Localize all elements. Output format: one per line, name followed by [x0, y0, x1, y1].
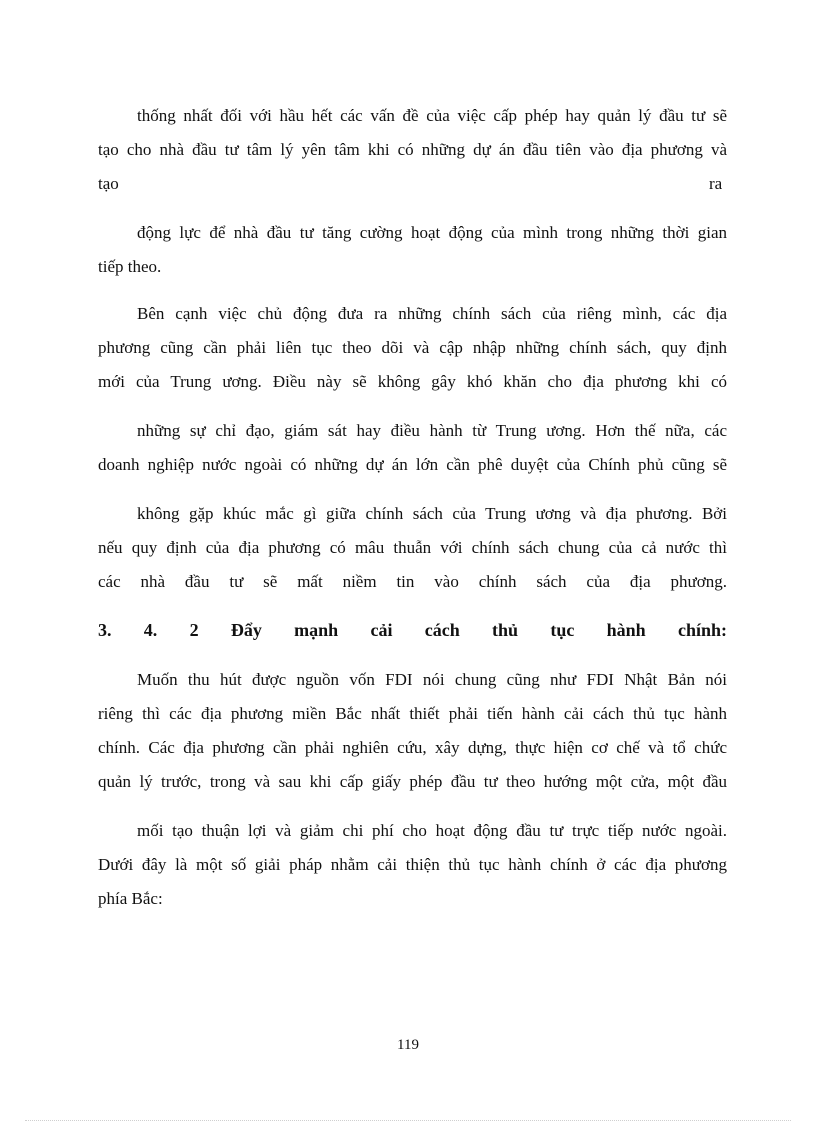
section-heading: 3. 4. 2 Đẩy mạnh cải cách thủ tục hành chính: — [98, 620, 727, 640]
text-line: Muốn thu hút được nguồn vốn FDI nói chung cũng như FDI Nhật Bản nói — [137, 670, 727, 689]
text-line: mối tạo thuận lợi và giảm chi phí cho hoạt động đầu tư trực tiếp nước ngoài. — [137, 821, 727, 840]
text-line: phương cũng cần phải liên tục theo dõi và cập nhập những chính sách, quy định — [98, 338, 727, 357]
text-line: không gặp khúc mắc gì giữa chính sách của Trung ương và địa phương. Bởi — [137, 504, 727, 523]
text-line: tiếp theo. — [98, 257, 162, 276]
text-line: Bên cạnh việc chủ động đưa ra những chính sách của riêng mình, các địa — [137, 304, 727, 323]
text-line: động lực để nhà đầu tư tăng cường hoạt động của mình trong những thời gian — [137, 223, 727, 242]
text-line: chính. Các địa phương cần phải nghiên cứu, xây dựng, thực hiện cơ chế và tổ chức — [98, 738, 727, 757]
text-line: các nhà đầu tư sẽ mất niềm tin vào chính sách của địa phương. — [98, 572, 727, 591]
text-line: quản lý trước, trong và sau khi cấp giấy phép đầu tư theo hướng một cửa, một đầu — [98, 772, 727, 791]
text-line: riêng thì các địa phương miền Bắc nhất thiết phải tiến hành cải cách thủ tục hành — [98, 704, 727, 723]
text-line: doanh nghiệp nước ngoài có những dự án lớn cần phê duyệt của Chính phủ cũng sẽ — [98, 455, 727, 474]
page-number: 119 — [397, 1037, 419, 1053]
page-bottom-divider — [25, 1120, 791, 1121]
text-line: phía Bắc: — [98, 889, 163, 908]
text-line: những sự chỉ đạo, giám sát hay điều hành từ Trung ương. Hơn thế nữa, các — [137, 421, 727, 440]
text-line: thống nhất đối với hầu hết các vấn đề của việc cấp phép hay quản lý đầu tư sẽ — [137, 106, 727, 125]
text-line: tạo — [98, 174, 119, 193]
text-line: nếu quy định của địa phương có mâu thuẫn với chính sách chung của cả nước thì — [98, 538, 727, 557]
text-line: ra — [709, 174, 723, 193]
text-line: Dưới đây là một số giải pháp nhằm cải thiện thủ tục hành chính ở các địa phương — [98, 855, 727, 874]
text-line: tạo cho nhà đầu tư tâm lý yên tâm khi có những dự án đầu tiên vào địa phương và — [98, 140, 727, 159]
text-line: mới của Trung ương. Điều này sẽ không gây khó khăn cho địa phương khi có — [98, 372, 727, 391]
